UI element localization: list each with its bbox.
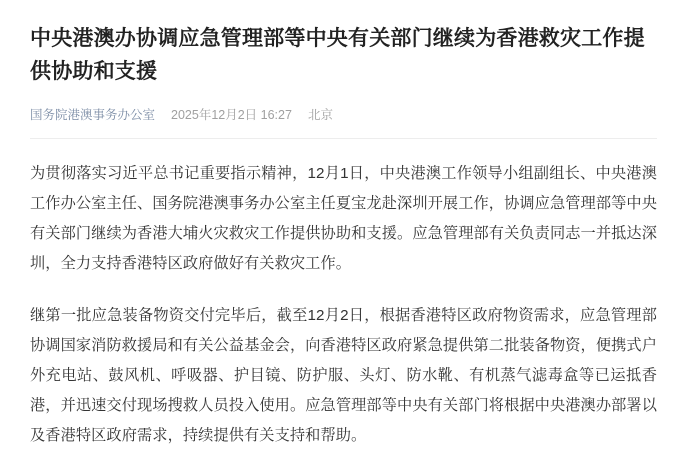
- article-meta: [30, 106, 657, 124]
- article-source[interactable]: 国务院港澳事务办公室: [30, 108, 156, 122]
- article-paragraph: 继第一批应急装备物资交付完毕后，截至12月2日，根据香港特区政府物资需求，应急管理部协调国家消防救援局和有关公益基金会，向香港特区政府紧急提供第二批装备物资，便携式户外充电站、鼓风机、呼吸器、护目镜、防护服、头灯、防水靴、有机蒸气滤毒盒等已运抵香港，并迅速交付现场搜救人员投入使用。应急管理部等中央有关部门将根据中央港澳办部署以及香港特区政府需求，持续提供有关支持和帮助。: [30, 307, 657, 444]
- page-title: 中央港澳办协调应急管理部等中央有关部门继续为香港救灾工作提供协助和支援: [30, 27, 645, 83]
- article-body: [30, 159, 657, 451]
- article-location: 北京: [307, 108, 333, 122]
- article-timestamp: 2025年12月2日 16:27: [171, 108, 292, 122]
- header-divider: [30, 138, 657, 139]
- article-paragraph: 为贯彻落实习近平总书记重要指示精神，12月1日，中央港澳工作领导小组副组长、中央港澳工作办公室主任、国务院港澳事务办公室主任夏宝龙赴深圳开展工作，协调应急管理部等中央有关部门继续为香港大埔火灾救灾工作提供协助和支援。应急管理部有关负责同志一并抵达深圳，全力支持香港特区政府做好有关救灾工作。: [30, 165, 657, 272]
